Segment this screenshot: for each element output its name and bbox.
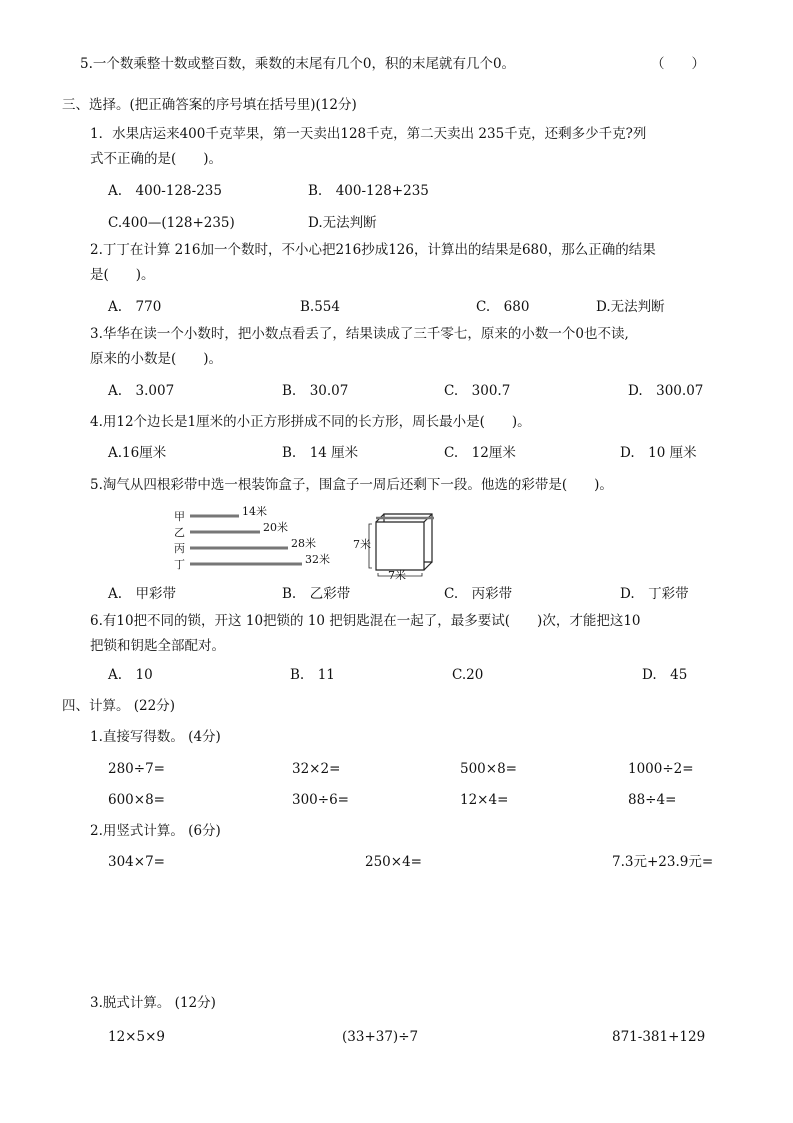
q6-text-line2: 把锁和钥匙全部配对。 — [90, 638, 225, 654]
q6-option-d[interactable]: D. 45 — [642, 667, 688, 683]
ribbon-length-label: 14米 — [242, 506, 267, 518]
part-3-title: 3.脱式计算。 (12分) — [90, 995, 216, 1011]
stepwise-calc-item: 871-381+129 — [612, 1029, 706, 1045]
stepwise-calc-item: 12×5×9 — [108, 1029, 165, 1045]
q3-option-c[interactable]: C. 300.7 — [444, 383, 511, 399]
q3-text-line2: 原来的小数是( )。 — [90, 351, 223, 367]
q3-option-b[interactable]: B. 30.07 — [282, 383, 349, 399]
q4-text: 4.用12个边长是1厘米的小正方形拼成不同的长方形，周长最小是( )。 — [90, 414, 531, 430]
q3-text-line1: 3.华华在读一个小数时，把小数点看丢了，结果读成了三千零七，原来的小数一个0也不读, — [90, 326, 629, 342]
stepwise-calc-item: (33+37)÷7 — [342, 1029, 419, 1045]
calc-item: 500×8= — [460, 761, 517, 777]
ribbon-length-label: 32米 — [305, 553, 330, 566]
calc-item: 12×4= — [460, 792, 509, 808]
q5-text: 5.淘气从四根彩带中选一根装饰盒子，围盒子一周后还剩下一段。他选的彩带是( )。 — [90, 477, 613, 493]
part-2-title: 2.用竖式计算。 (6分) — [90, 823, 221, 839]
q4-option-d[interactable]: D. 10 厘米 — [620, 445, 697, 461]
q5-option-d[interactable]: D. 丁彩带 — [620, 586, 689, 602]
q2-option-b[interactable]: B.554 — [300, 299, 340, 315]
section-3-heading: 三、选择。(把正确答案的序号填在括号里)(12分) — [62, 97, 357, 113]
q6-option-b[interactable]: B. 11 — [290, 667, 335, 683]
ribbon-name: 乙 — [174, 526, 185, 539]
q3-option-d[interactable]: D. 300.07 — [628, 383, 704, 399]
section-4-heading: 四、计算。 (22分) — [62, 698, 176, 714]
q2-option-a[interactable]: A. 770 — [108, 299, 162, 315]
vertical-calc-item: 7.3元+23.9元= — [612, 854, 714, 870]
vertical-calc-item: 304×7= — [108, 854, 165, 870]
q5-option-c[interactable]: C. 丙彩带 — [444, 586, 513, 602]
vertical-calc-item: 250×4= — [365, 854, 422, 870]
box-diagram — [353, 514, 434, 580]
q1-option-b[interactable]: B. 400-128+235 — [308, 183, 429, 199]
ribbon-name: 丙 — [174, 542, 185, 555]
calc-item: 600×8= — [108, 792, 165, 808]
ribbon-name: 甲 — [174, 510, 185, 523]
box-side-label: 7米 — [353, 538, 371, 551]
ribbon-length-label: 28米 — [291, 537, 316, 550]
q3-option-a[interactable]: A. 3.007 — [108, 383, 175, 399]
answer-bracket[interactable]: （ ） — [651, 56, 705, 72]
q1-option-c[interactable]: C.400—(128+235) — [108, 215, 235, 231]
q4-option-c[interactable]: C. 12厘米 — [444, 445, 516, 461]
q1-text-line1: 1．水果店运来400千克苹果，第一天卖出128千克，第二天卖出 235千克，还剩多少千克?列 — [90, 126, 647, 142]
q1-option-d[interactable]: D.无法判断 — [308, 215, 377, 231]
calc-item: 32×2= — [292, 761, 341, 777]
ribbon-box-figure — [170, 506, 450, 580]
q2-text-line2: 是( )。 — [90, 267, 155, 283]
box-bottom-label: 7米 — [388, 569, 406, 580]
ribbons-group — [174, 506, 330, 571]
q4-option-a[interactable]: A.16厘米 — [108, 445, 167, 461]
q2-option-d[interactable]: D.无法判断 — [596, 299, 665, 315]
q1-text-line2: 式不正确的是( )。 — [90, 151, 223, 167]
q4-option-b[interactable]: B. 14 厘米 — [282, 445, 359, 461]
q2-text-line1: 2.丁丁在计算 216加一个数时，不小心把216抄成126，计算出的结果是680，那么正确的结果 — [90, 242, 656, 258]
q2-option-c[interactable]: C. 680 — [476, 299, 530, 315]
calc-item: 280÷7= — [108, 761, 165, 777]
ribbon-name: 丁 — [174, 558, 185, 571]
calc-item: 88÷4= — [628, 792, 677, 808]
q6-text-line1: 6.有10把不同的锁，开这 10把锁的 10 把钥匙混在一起了，最多要试( )次，才能把这10 — [90, 613, 641, 629]
judge-item-5: 5.一个数乘整十数或整百数，乘数的末尾有几个0，积的末尾就有几个0。 — [80, 56, 516, 72]
q5-option-b[interactable]: B. 乙彩带 — [282, 586, 351, 602]
q1-option-a[interactable]: A. 400-128-235 — [108, 183, 222, 199]
ribbon-length-label: 20米 — [263, 521, 288, 534]
q5-option-a[interactable]: A. 甲彩带 — [108, 586, 177, 602]
calc-item: 1000÷2= — [628, 761, 694, 777]
calc-item: 300÷6= — [292, 792, 349, 808]
q6-option-a[interactable]: A. 10 — [108, 667, 153, 683]
part-1-title: 1.直接写得数。 (4分) — [90, 729, 221, 745]
q6-option-c[interactable]: C.20 — [452, 667, 484, 683]
